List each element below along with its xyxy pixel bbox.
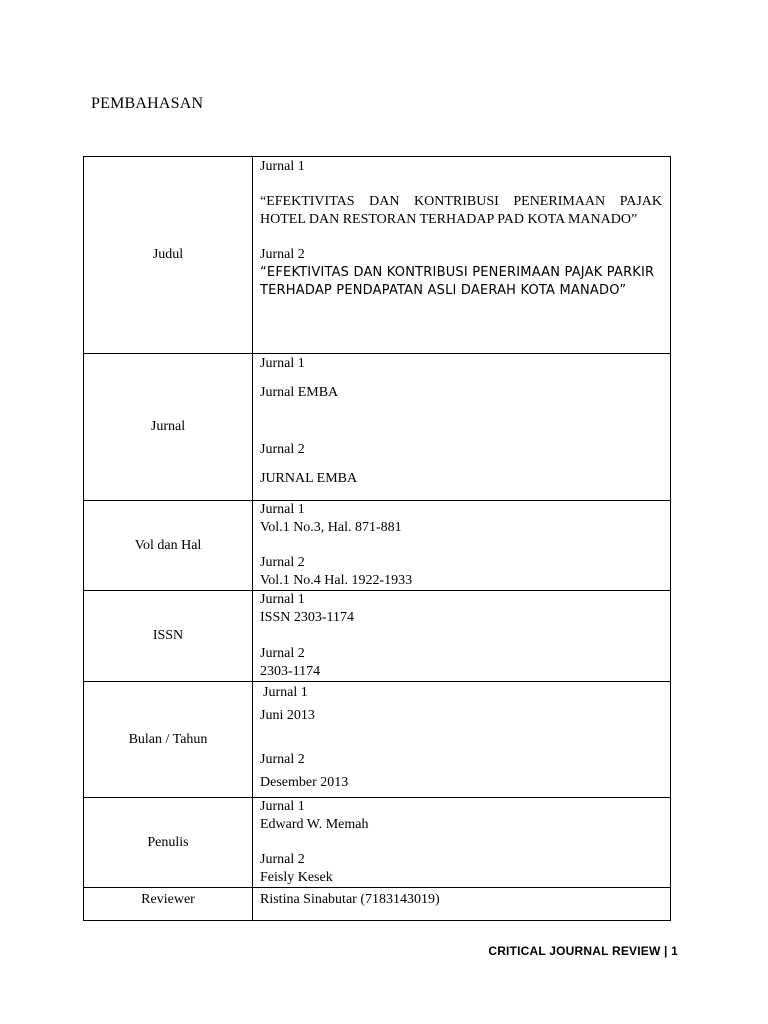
table-row-judul (84, 157, 671, 354)
table-row-penulis (84, 798, 671, 888)
row-label-penulis: Penulis (84, 798, 253, 888)
page-footer: CRITICAL JOURNAL REVIEW | 1 (488, 944, 678, 958)
jurnal-1-value: Juni 2013 (260, 708, 315, 723)
jurnal-1-value: ISSN 2303-1174 (260, 610, 354, 625)
jurnal-2-title: “EFEKTIVITAS DAN KONTRIBUSI PENERIMAAN PAJAK PARKIR TERHADAP PENDAPATAN ASLI DAERAH KOTA MANADO” (260, 265, 655, 298)
jurnal-2-label: Jurnal 2 (260, 442, 305, 457)
row-label-reviewer: Reviewer (84, 888, 253, 921)
jurnal-2-value: Feisly Kesek (260, 870, 333, 885)
table-row-bulan (84, 682, 671, 798)
jurnal-1-label: Jurnal 1 (260, 159, 305, 174)
row-content-penulis (253, 798, 671, 888)
jurnal-2-label: Jurnal 2 (260, 646, 305, 661)
row-content-issn (253, 591, 671, 682)
jurnal-1-value: Edward W. Memah (260, 817, 369, 832)
row-content-jurnal (253, 354, 671, 501)
row-content-reviewer (253, 888, 671, 921)
jurnal-1-label: Jurnal 1 (260, 356, 305, 371)
jurnal-2-value: Desember 2013 (260, 775, 349, 790)
row-content-bulan (253, 682, 671, 798)
table-row-jurnal (84, 354, 671, 501)
jurnal-1-value: Jurnal EMBA (260, 385, 339, 400)
jurnal-1-value: Vol.1 No.3, Hal. 871-881 (260, 520, 402, 535)
row-label-judul: Judul (84, 157, 253, 354)
row-label-issn: ISSN (84, 591, 253, 682)
row-content-judul (253, 157, 671, 354)
jurnal-2-label: Jurnal 2 (260, 752, 305, 767)
page-title: PEMBAHASAN (91, 95, 204, 112)
jurnal-2-label: Jurnal 2 (260, 555, 305, 570)
jurnal-2-value: JURNAL EMBA (260, 471, 358, 486)
jurnal-1-label: Jurnal 1 (260, 502, 305, 517)
row-label-vol: Vol dan Hal (84, 501, 253, 591)
jurnal-1-title: “EFEKTIVITAS DAN KONTRIBUSI PENERIMAAN PAJAK HOTEL DAN RESTORAN TERHADAP PAD KOTA MANADO” (260, 194, 662, 227)
review-table (83, 156, 671, 921)
jurnal-2-value: 2303-1174 (260, 664, 321, 679)
reviewer-value: Ristina Sinabutar (7183143019) (260, 892, 440, 907)
jurnal-2-value: Vol.1 No.4 Hal. 1922-1933 (260, 573, 413, 588)
jurnal-1-label: Jurnal 1 (260, 592, 305, 607)
row-label-bulan: Bulan / Tahun (84, 682, 253, 798)
table-row-issn (84, 591, 671, 682)
row-content-vol (253, 501, 671, 591)
jurnal-2-label: Jurnal 2 (260, 247, 305, 262)
table-row-reviewer (84, 888, 671, 921)
row-label-jurnal: Jurnal (84, 354, 253, 501)
jurnal-1-label: Jurnal 1 (263, 685, 308, 700)
jurnal-2-label: Jurnal 2 (260, 852, 305, 867)
table-row-vol (84, 501, 671, 591)
jurnal-1-label: Jurnal 1 (260, 799, 305, 814)
